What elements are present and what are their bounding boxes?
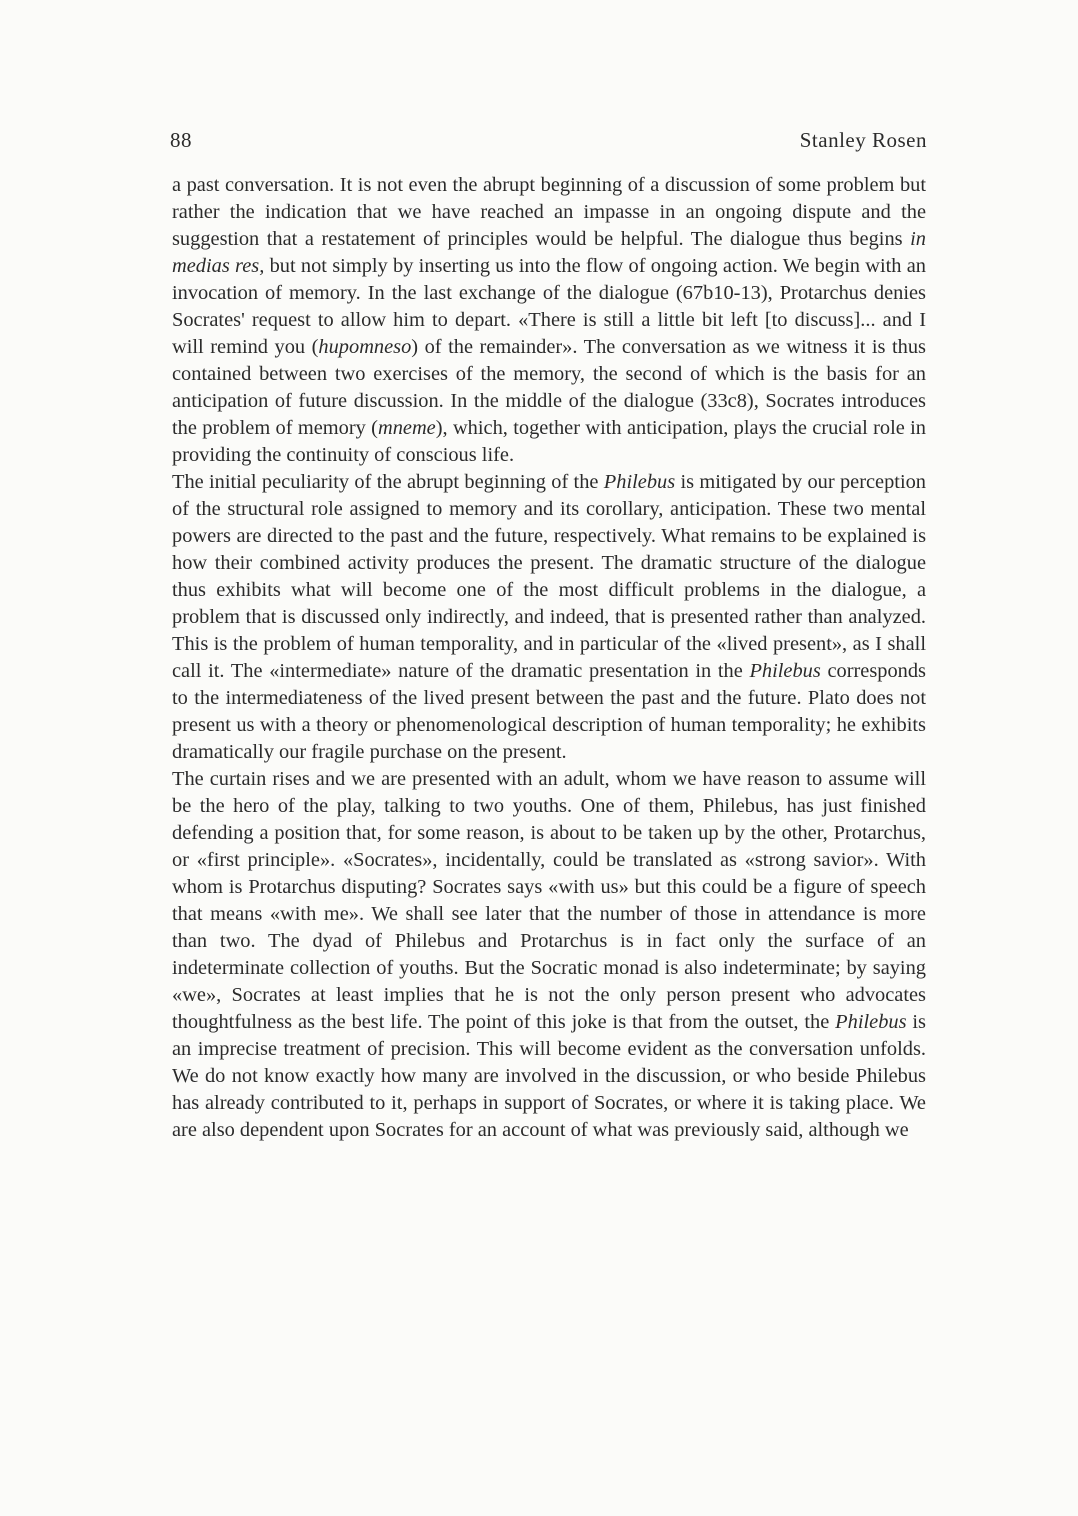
italic-text: Philebus: [835, 1011, 907, 1033]
paragraph: [172, 172, 926, 469]
paragraph: [172, 766, 926, 1144]
text-run: is an imprecise treatment of precision. This will become evident as the conversation unfolds. We do not know exactly how many are involved in the discussion, or who beside Philebus has already contributed to it, perhaps in support of Socrates, or where it is taking place. We are also dependent upon Socrates for an account of what was previously said, although we: [172, 1011, 926, 1141]
italic-text: Philebus: [749, 660, 821, 682]
text-run: The initial peculiarity of the abrupt beginning of the: [172, 471, 604, 493]
text-run: is mitigated by our perception of the structural role assigned to memory and its corollary, anticipation. These two mental powers are directed to the past and the future, respectively. What remains to be explained is how their combined activity produces the present. The dramatic structure of the dialogue thus exhibits what will become one of the most difficult problems in the dialogue, a problem that is discussed only indirectly, and indeed, that is presented rather than analyzed. This is the problem of human temporality, and in particular of the «lived present», as I shall call it. The «intermediate» nature of the dramatic presentation in the: [172, 471, 926, 682]
text-run: ), which, together with anticipation, plays the crucial role in providing the continuity of conscious life.: [172, 417, 927, 466]
italic-text: mneme: [377, 417, 436, 439]
running-head: Stanley Rosen: [799, 128, 927, 152]
italic-text: in medias res,: [172, 228, 926, 277]
text-run: corresponds to the intermediateness of the lived present between the past and the future. Plato does not present us with a theory or phenomenological description of human temporality; he exhibits dramatically our fragile purchase on the present.: [172, 660, 926, 763]
text-run: but not simply by inserting us into the flow of ongoing action. We begin with an invocation of memory. In the last exchange of the dialogue (67b10-13), Protarchus denies Socrates' request to allow him to depart. «There is still a little bit left [to discuss]... and I will remind you (: [172, 255, 926, 358]
body-text: [172, 172, 926, 1144]
paragraph: [172, 469, 926, 766]
italic-text: hupomneso: [318, 336, 412, 358]
italic-text: Philebus: [603, 471, 676, 493]
text-run: The curtain rises and we are presented with an adult, whom we have reason to assume will be the hero of the play, talking to two youths. One of them, Philebus, has just finished defending a position that, for some reason, is about to be taken up by the other, Protarchus, or «first principle». «Socrates», incidentally, could be translated as «strong savior». With whom is Protarchus disputing? Socrates says «with us» but this could be a figure of speech that means «with me». We shall see later that the number of those in attendance is more than two. The dyad of Philebus and Protarchus is in fact only the surface of an indeterminate collection of youths. But the Socratic monad is also indeterminate; by saying «we», Socrates at least implies that he is not the only person present who advocates thoughtfulness as the best life. The point of this joke is that from the outset, the: [172, 768, 926, 1033]
page-number: 88: [170, 128, 192, 152]
text-run: a past conversation. It is not even the abrupt beginning of a discussion of some problem but rather the indication that we have reached an impasse in an ongoing dispute and the suggestion that a restatement of principles would be helpful. The dialogue thus begins: [172, 174, 926, 250]
text-run: ) of the remainder». The conversation as we witness it is thus contained between two exercises of the memory, the second of which is the basis for an anticipation of future discussion. In the middle of the dialogue (33c8), Socrates introduces the problem of memory (: [172, 336, 926, 439]
